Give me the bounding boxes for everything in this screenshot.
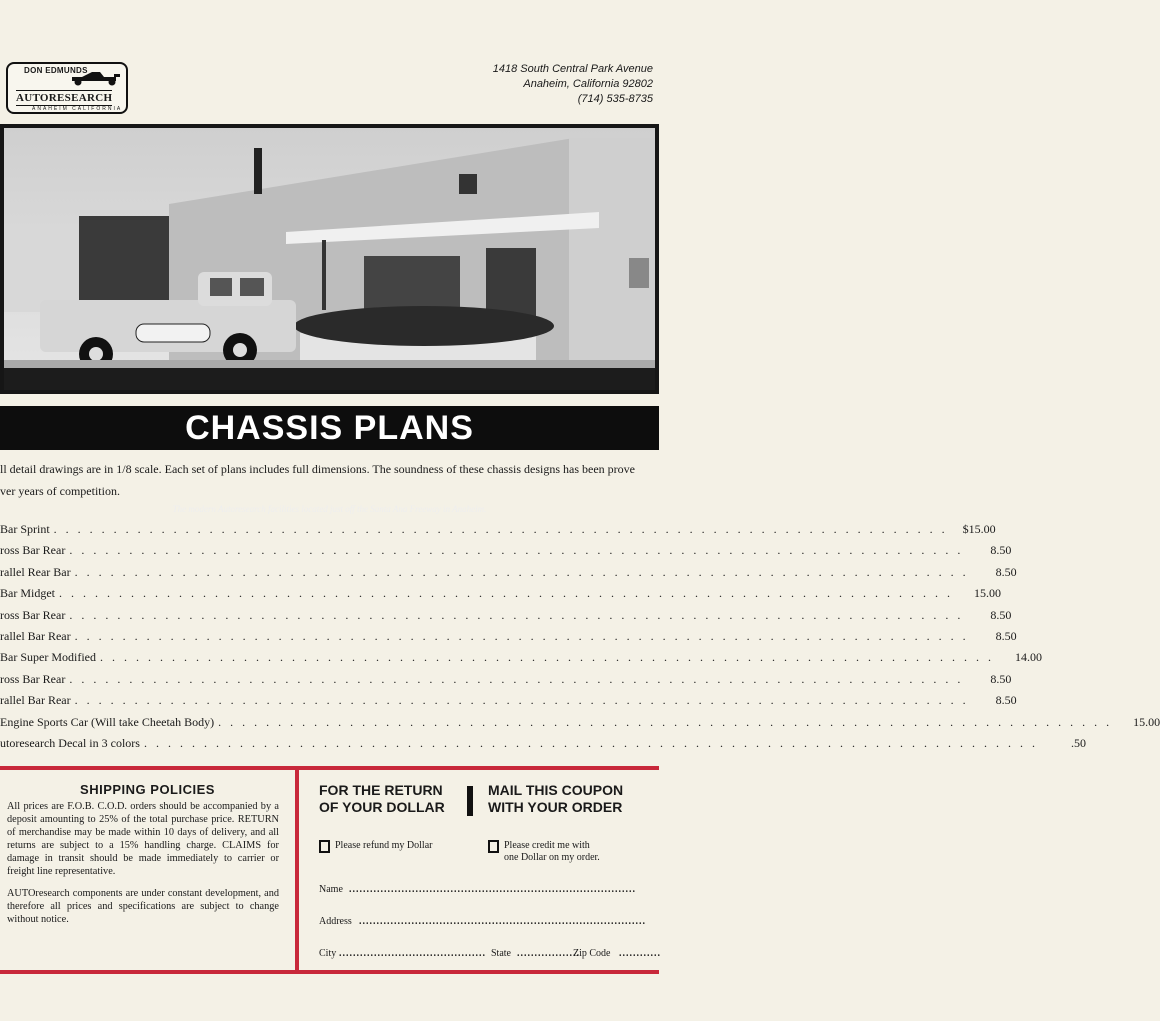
- intro-line-1: ll detail drawings are in 1/8 scale. Each set of plans includes full dimensions. The soundness of these chassis designs has been prove: [0, 462, 635, 476]
- address-label: Address: [319, 916, 352, 927]
- address-line: ..................................................................................: [359, 916, 646, 927]
- mail-coupon-heading: [488, 782, 623, 816]
- return-heading-line-2: OF YOUR DOLLAR: [319, 799, 445, 815]
- phone-number: (714) 535-8735: [577, 93, 653, 105]
- state-label: State: [491, 948, 511, 959]
- chassis-plans-list: [0, 522, 1160, 757]
- plan-row: [0, 628, 1017, 650]
- plan-name: rallel Bar Rear: [0, 693, 71, 708]
- credit-label: [504, 840, 600, 864]
- refund-label: Please refund my Dollar: [335, 840, 433, 851]
- shipping-para-2: AUTOresearch components are under constant development, and therefore all prices and specifications are subject to change without notice.: [7, 888, 279, 925]
- logo-city: ANAHEIM CALIFORNIA: [32, 106, 123, 112]
- refund-option[interactable]: [319, 840, 469, 856]
- plan-row: [0, 586, 1001, 607]
- plan-name: utoresearch Decal in 3 colors: [0, 735, 140, 750]
- address-line-1: 1418 South Central Park Avenue: [492, 63, 653, 75]
- dot-leader: [69, 608, 963, 623]
- shipping-para-1: All prices are F.O.B. C.O.D. orders should be accompanied by a deposit amounting to 25% of the total purchase price. RETURN of merchandise may be made within 10 days of delivery, and all returns are subject to a 15% handling charge. CLAIMS for damage in transit should be made immediately to carrier or freight line representative.: [7, 801, 279, 877]
- heading-separator: [467, 786, 473, 816]
- plan-price: 15.00: [1133, 714, 1160, 729]
- plan-row: [0, 714, 1160, 736]
- plan-price: 8.50: [995, 693, 1017, 708]
- plan-price: $15.00: [962, 522, 996, 536]
- plan-name: ross Bar Rear: [0, 543, 66, 558]
- plan-row: [0, 607, 1012, 629]
- dot-leader: [100, 650, 994, 665]
- city-label: City: [319, 948, 337, 959]
- plan-name: rallel Bar Rear: [0, 628, 71, 643]
- logo-name: AUTORESEARCH: [16, 92, 113, 104]
- intro-text: [0, 458, 659, 502]
- plan-name: rallel Rear Bar: [0, 564, 71, 579]
- plan-row: [0, 693, 1017, 714]
- shipping-title: SHIPPING POLICIES: [80, 782, 215, 797]
- dot-leader: [218, 715, 1112, 730]
- address-line-2: Anaheim, California 92802: [523, 78, 653, 90]
- plan-price: 8.50: [990, 607, 1012, 622]
- zip-line: ............: [619, 948, 661, 959]
- company-address: [493, 62, 653, 107]
- state-line: ..................: [517, 948, 580, 959]
- city-state-zip-field[interactable]: [319, 948, 661, 962]
- intro-line-2: ver years of competition.: [0, 484, 120, 498]
- dot-leader: [59, 586, 953, 601]
- city-line: ..........................................: [339, 948, 486, 959]
- plan-price: 8.50: [990, 543, 1012, 558]
- plan-price: 8.50: [995, 628, 1017, 643]
- plan-name: Bar Midget: [0, 586, 55, 601]
- plan-name: Bar Super Modified: [0, 650, 96, 665]
- credit-checkbox[interactable]: [488, 840, 499, 853]
- page-title: CHASSIS PLANS: [0, 406, 659, 450]
- credit-label-line-1: Please credit me with: [504, 840, 590, 851]
- return-heading-line-1: FOR THE RETURN: [319, 782, 443, 798]
- dot-leader: [54, 522, 948, 537]
- dot-leader: [144, 736, 1038, 751]
- plan-price: 8.50: [995, 564, 1017, 579]
- return-dollar-heading: [319, 782, 445, 816]
- mail-heading-line-1: MAIL THIS COUPON: [488, 782, 624, 798]
- facility-photo-image: [4, 128, 655, 390]
- plan-price: .50: [1070, 735, 1086, 750]
- plan-name: Bar Sprint: [0, 522, 50, 536]
- credit-option[interactable]: [488, 840, 638, 868]
- credit-label-line-2: one Dollar on my order.: [504, 852, 600, 863]
- name-line: ..................................................................................: [349, 884, 636, 895]
- plan-row: [0, 735, 1086, 757]
- plan-price: 15.00: [974, 586, 1001, 601]
- plan-name: Engine Sports Car (Will take Cheetah Body): [0, 714, 215, 729]
- refund-checkbox[interactable]: [319, 840, 330, 853]
- name-label: Name: [319, 884, 343, 895]
- photo-caption: The modern Autoresearch facilities located just off the Santa Ana Freeway in Anaheim.: [172, 504, 487, 514]
- dot-leader: [69, 672, 963, 687]
- race-car-icon: [68, 70, 124, 86]
- logo-top-text: DON EDMUNDS: [24, 66, 88, 75]
- plan-row: [0, 543, 1012, 564]
- plan-name: ross Bar Rear: [0, 671, 66, 686]
- autoresearch-logo: [6, 62, 128, 114]
- plan-name: ross Bar Rear: [0, 607, 66, 622]
- zip-label: Zip Code: [573, 948, 611, 959]
- plan-price: 14.00: [1014, 650, 1042, 665]
- plan-row: [0, 564, 1017, 586]
- shipping-policies: [7, 800, 279, 935]
- mail-heading-line-2: WITH YOUR ORDER: [488, 799, 623, 815]
- coupon-section: [0, 766, 659, 974]
- dot-leader: [75, 629, 969, 644]
- plan-row: [0, 650, 1042, 671]
- plan-row: [0, 522, 996, 543]
- name-field[interactable]: [319, 884, 655, 898]
- plan-price: 8.50: [990, 671, 1012, 686]
- dot-leader: [75, 565, 969, 580]
- coupon-divider: [295, 770, 299, 970]
- dot-leader: [69, 543, 963, 558]
- plan-row: [0, 671, 1012, 693]
- address-field[interactable]: [319, 916, 655, 930]
- dot-leader: [75, 693, 969, 708]
